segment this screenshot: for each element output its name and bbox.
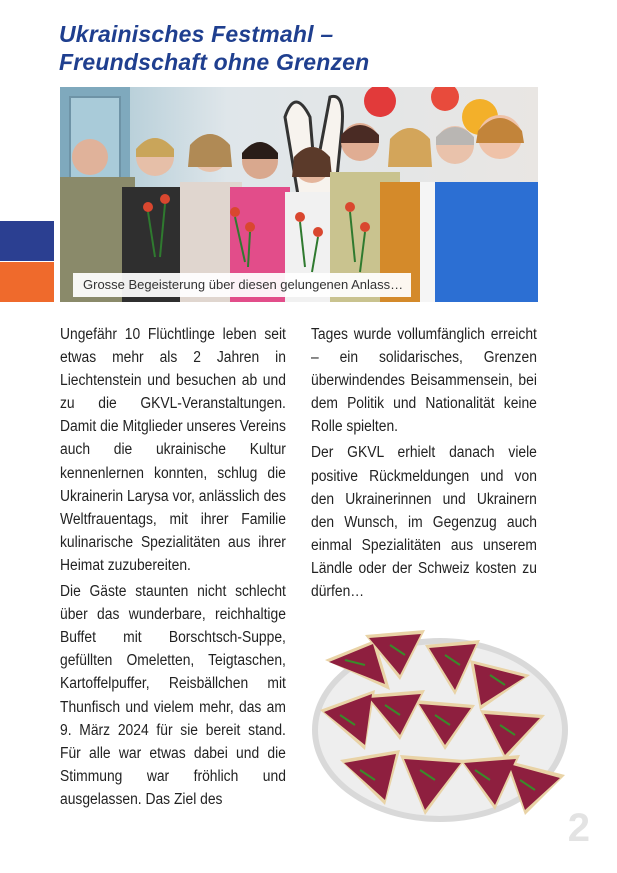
flag-stripe-orange <box>0 262 54 302</box>
flag-stripe-blue <box>0 221 54 261</box>
group-photo <box>60 87 538 302</box>
paragraph: Der GKVL erhielt danach viele positive Rückmeldungen und von den Ukrainerinnen und Ukrainern den Wunsch, im Gegenzug auch einmal Spezialitäten aus unserem Ländle oder der Schweiz kosten zu dürfen… <box>311 444 537 601</box>
paragraph: Ungefähr 10 Flüchtlinge leben seit etwas mehr als 2 Jahren in Liechtenstein und besuchen ab und zu die GKVL-Veranstaltungen. Damit die Mitglieder unseres Vereins auch die ukrainische Kultur kennenlernen konnten, schlug die Ukrainerin Larysa vor, anlässlich des Weltfrauentags, mit ihrer Familie kulinarische Spezialitäten aus ihrer Heimat zuzubereiten. <box>60 326 286 574</box>
photo-caption: Grosse Begeisterung über diesen gelungenen Anlass… <box>73 273 411 297</box>
article-column-2 <box>311 323 537 605</box>
title-line-1: Ukrainisches Festmahl – <box>59 21 334 47</box>
title-line-2: Freundschaft ohne Grenzen <box>59 49 370 75</box>
article-title <box>59 20 579 76</box>
paragraph: Die Gäste staunten nicht schlecht über das wunderbare, reichhaltige Buffet mit Borschtsch-Suppe, gefüllten Omeletten, Teigtaschen, Kartoffelpuffer, Reisbällchen mit Thunfisch und vielem mehr, das am 9. März 2024 für sie bereit stand. Für alle war etwas dabei und die Stimmung war fröhlich und ausgelassen. Das Ziel des <box>60 583 286 808</box>
article-column-1 <box>60 323 286 813</box>
paragraph: Tages wurde vollumfänglich erreicht – ein solidarisches, Grenzen überwindendes Beisammensein, bei dem Politik und Nationalität keine Rolle spielten. <box>311 326 537 436</box>
page-number: 2 <box>567 806 590 850</box>
food-photo <box>305 620 575 835</box>
